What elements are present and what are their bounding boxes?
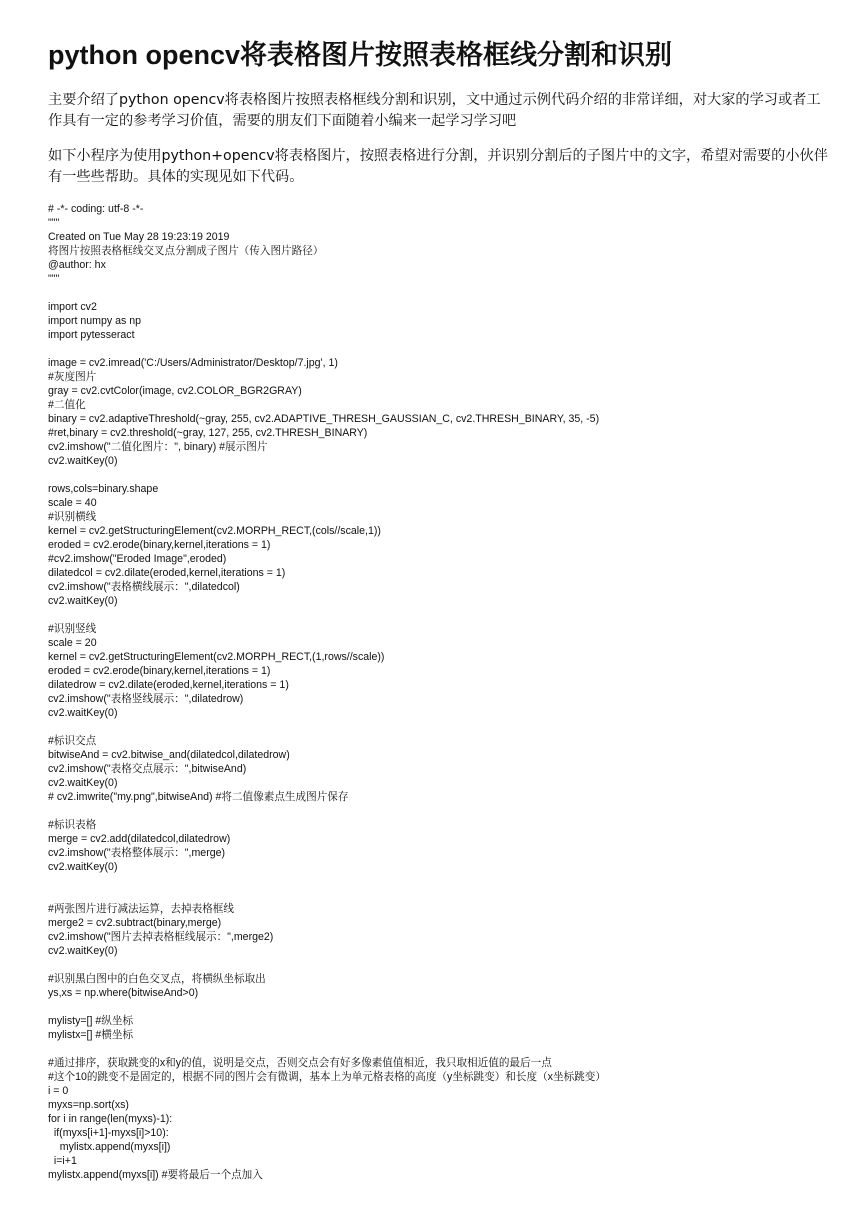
code-line xyxy=(48,874,828,888)
code-line: dilatedrow = cv2.dilate(eroded,kernel,iterations = 1) xyxy=(48,679,289,691)
code-line: cv2.waitKey(0) xyxy=(48,945,118,957)
code-line: Created on Tue May 28 19:23:19 2019 xyxy=(48,231,230,243)
code-line: #ret,binary = cv2.threshold(~gray, 127, 255, cv2.THRESH_BINARY) xyxy=(48,427,368,439)
code-line: mylistx.append(myxs[i]) xyxy=(48,1141,171,1153)
code-line: for i in range(len(myxs)-1): xyxy=(48,1113,173,1125)
code-line: #灰度图片 xyxy=(48,371,97,383)
article-title: python opencv将表格图片按照表格框线分割和识别 xyxy=(48,40,673,70)
article xyxy=(48,38,828,1182)
code-line: myxs=np.sort(xs) xyxy=(48,1099,129,1111)
code-line: #标识表格 xyxy=(48,819,97,831)
code-line: gray = cv2.cvtColor(image, cv2.COLOR_BGR2GRAY) xyxy=(48,385,302,397)
code-line: #二值化 xyxy=(48,399,86,411)
code-line: cv2.waitKey(0) xyxy=(48,455,118,467)
code-line: mylistx.append(myxs[i]) #要将最后一个点加入 xyxy=(48,1169,263,1181)
code-line: @author: hx xyxy=(48,259,106,271)
code-line: #识别黑白图中的白色交叉点，将横纵坐标取出 xyxy=(48,973,266,985)
code-line: binary = cv2.adaptiveThreshold(~gray, 255, cv2.ADAPTIVE_THRESH_GAUSSIAN_C, cv2.THRESH_BINARY, 35, -5) xyxy=(48,413,600,425)
code-block xyxy=(48,202,828,1182)
code-line: kernel = cv2.getStructuringElement(cv2.MORPH_RECT,(1,rows//scale)) xyxy=(48,651,385,663)
code-line: mylistx=[] #横坐标 xyxy=(48,1029,134,1041)
code-line xyxy=(48,804,828,818)
code-line: #通过排序，获取跳变的x和y的值，说明是交点，否则交点会有好多像素值值相近，我只取相近值的最后一点 xyxy=(48,1057,552,1069)
code-line: cv2.waitKey(0) xyxy=(48,861,118,873)
code-line: ys,xs = np.where(bitwiseAnd>0) xyxy=(48,987,199,999)
article-intro: 主要介绍了python opencv将表格图片按照表格框线分割和识别，文中通过示例代码介绍的非常详细，对大家的学习或者工作具有一定的参考学习价值，需要的朋友们下面随着小编来一起学习学习吧 xyxy=(48,92,821,129)
code-line: kernel = cv2.getStructuringElement(cv2.MORPH_RECT,(cols//scale,1)) xyxy=(48,525,381,537)
code-line: import pytesseract xyxy=(48,329,135,341)
code-line: #识别横线 xyxy=(48,511,97,523)
code-line: i=i+1 xyxy=(48,1155,77,1167)
code-line: i = 0 xyxy=(48,1085,69,1097)
code-line: #两张图片进行减法运算，去掉表格框线 xyxy=(48,903,234,915)
code-line: #标识交点 xyxy=(48,735,97,747)
code-line: 将图片按照表格框线交叉点分割成子图片（传入图片路径） xyxy=(48,245,324,257)
code-line: """ xyxy=(48,273,60,285)
code-line: if(myxs[i+1]-myxs[i]>10): xyxy=(48,1127,169,1139)
code-line xyxy=(48,888,828,902)
code-line: cv2.imshow("二值化图片：", binary) #展示图片 xyxy=(48,441,268,453)
code-line: import cv2 xyxy=(48,301,97,313)
code-line: cv2.imshow("表格交点展示：",bitwiseAnd) xyxy=(48,763,247,775)
code-line: cv2.waitKey(0) xyxy=(48,777,118,789)
code-line: #识别竖线 xyxy=(48,623,97,635)
code-line xyxy=(48,720,828,734)
code-line: rows,cols=binary.shape xyxy=(48,483,159,495)
code-line: # cv2.imwrite("my.png",bitwiseAnd) #将二值像素点生成图片保存 xyxy=(48,791,349,803)
code-line xyxy=(48,342,828,356)
code-line: bitwiseAnd = cv2.bitwise_and(dilatedcol,dilatedrow) xyxy=(48,749,290,761)
code-line: scale = 20 xyxy=(48,637,97,649)
article-description: 如下小程序为使用python+opencv将表格图片，按照表格进行分割，并识别分割后的子图片中的文字，希望对需要的小伙伴有一些些帮助。具体的实现见如下代码。 xyxy=(48,148,828,185)
code-line: #cv2.imshow("Eroded Image",eroded) xyxy=(48,553,227,565)
code-line: cv2.imshow("表格横线展示：",dilatedcol) xyxy=(48,581,240,593)
code-line: # -*- coding: utf-8 -*- xyxy=(48,203,144,215)
code-line: """ xyxy=(48,217,60,229)
code-line: eroded = cv2.erode(binary,kernel,iterations = 1) xyxy=(48,539,271,551)
code-line: image = cv2.imread('C:/Users/Administrator/Desktop/7.jpg', 1) xyxy=(48,357,338,369)
code-line: cv2.imshow("表格整体展示：",merge) xyxy=(48,847,226,859)
code-line xyxy=(48,286,828,300)
code-line xyxy=(48,958,828,972)
code-line: merge = cv2.add(dilatedcol,dilatedrow) xyxy=(48,833,231,845)
code-line: cv2.waitKey(0) xyxy=(48,707,118,719)
code-line: eroded = cv2.erode(binary,kernel,iterations = 1) xyxy=(48,665,271,677)
code-line: #这个10的跳变不是固定的，根据不同的图片会有微调，基本上为单元格表格的高度（y坐标跳变）和长度（x坐标跳变） xyxy=(48,1071,606,1083)
code-line xyxy=(48,608,828,622)
code-line: scale = 40 xyxy=(48,497,97,509)
code-line: dilatedcol = cv2.dilate(eroded,kernel,iterations = 1) xyxy=(48,567,286,579)
code-line: merge2 = cv2.subtract(binary,merge) xyxy=(48,917,222,929)
code-line: cv2.imshow("表格竖线展示：",dilatedrow) xyxy=(48,693,244,705)
code-line: cv2.imshow("图片去掉表格框线展示：",merge2) xyxy=(48,931,274,943)
code-line xyxy=(48,468,828,482)
code-line: import numpy as np xyxy=(48,315,142,327)
code-line xyxy=(48,1000,828,1014)
code-line: mylisty=[] #纵坐标 xyxy=(48,1015,134,1027)
code-line: cv2.waitKey(0) xyxy=(48,595,118,607)
code-line xyxy=(48,1042,828,1056)
